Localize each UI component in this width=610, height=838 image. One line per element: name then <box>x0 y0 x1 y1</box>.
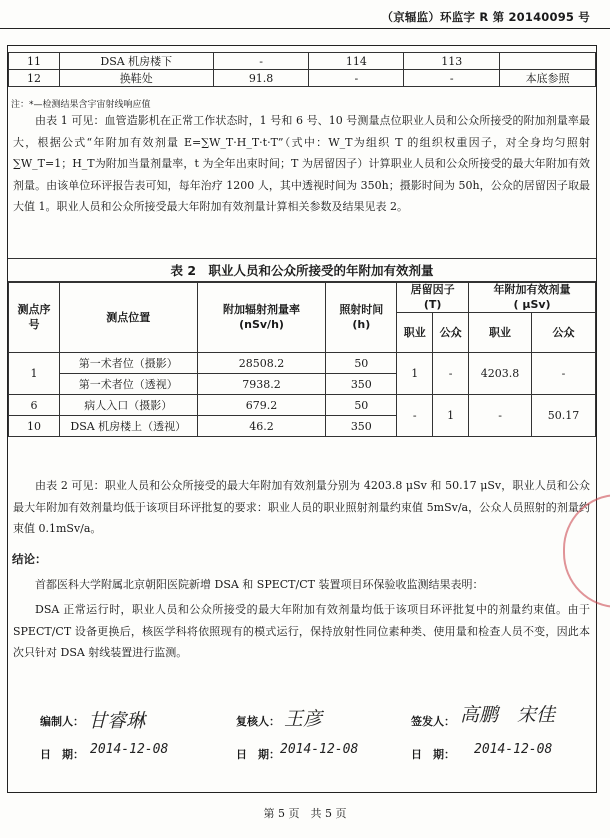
table-header-row <box>9 282 596 313</box>
time-cell: 50 <box>326 353 397 374</box>
dose-public-cell: - <box>532 353 596 395</box>
table-cell: 本底参照 <box>500 70 596 87</box>
position-cell: 病人入口（摄影） <box>59 395 197 416</box>
occ-worker-cell: 1 <box>397 353 433 395</box>
report-frame <box>7 45 597 793</box>
point-no-cell: 6 <box>9 395 60 416</box>
header-occupancy-label: 居留因子 <box>410 283 455 296</box>
date-label-2: 日 期： <box>236 748 280 761</box>
table-row <box>9 70 596 87</box>
table-row <box>9 395 596 416</box>
point-no-cell: 1 <box>9 353 60 395</box>
table-note: 注：*—检测结果含宇宙射线响应值 <box>11 100 151 110</box>
date-label-1: 日 期： <box>40 748 84 761</box>
annual-dose-table <box>8 281 596 437</box>
analysis-paragraph: 由表 1 可见：血管造影机在正常工作状态时，1 号和 6 号、10 号测量点位职业人员和公众所接受的附加剂量率最大，根据公式“年附加有效剂量 E=∑W_T·H_T·t·T”（式中：W_T为组织 T 的组织权重因子，对全身均匀照射∑W_T=1；H_T为附加当量剂量率，t 为全年出束时间；T 为居留因子）计算职业人员和公众所接受的最大年附加有效剂量。由该单位环评报告表可知，每年治疗 1200 人，其中透视时间为 350h；摄影时间为 50h，公众的居留因子取最大值 1。职业人员和公众所接受最大年附加有效剂量计算相关参数及结果见表 2。 <box>13 114 590 213</box>
page-footer: 第 5 页 共 5 页 <box>263 807 347 820</box>
time-cell: 50 <box>326 395 397 416</box>
header-dose-worker: 职业 <box>469 313 532 353</box>
header-position: 测点位置 <box>59 282 197 353</box>
dose-rate-cell: 46.2 <box>197 416 326 437</box>
header-time <box>326 282 397 353</box>
reviewer-signature: 王彦 <box>284 708 323 730</box>
header-point-no: 测点序号 <box>9 282 60 353</box>
issuer-label: 签发人： <box>411 715 455 728</box>
result-paragraph: 由表 2 可见：职业人员和公众所接受的最大年附加有效剂量分别为 4203.8 μSv 和 50.17 μSv，职业人员和公众最大年附加有效剂量均低于该项目环评批复的要求：职业人员的职业照射剂量约束值 5mSv/a，公众人员照射的剂量约束值 0.1mSv/a。 <box>13 479 590 535</box>
position-cell: 第一术者位（透视） <box>59 374 197 395</box>
table2-title: 表 2 职业人员和公众所接受的年附加有效剂量 <box>8 258 596 283</box>
header-dose-rate-label: 附加辐射剂量率 <box>223 303 300 316</box>
header-annual-dose-label: 年附加有效剂量 <box>493 283 571 296</box>
header-time-label: 照射时间 <box>339 303 384 316</box>
dose-rate-cell: 679.2 <box>197 395 326 416</box>
header-rule <box>0 28 610 29</box>
table-cell: - <box>404 70 500 87</box>
conclusion-paragraph-1: 首都医科大学附属北京朝阳医院新增 DSA 和 SPECT/CT 装置项目环保验收监测结果表明： <box>35 578 484 591</box>
header-occ-worker: 职业 <box>397 313 433 353</box>
date-3: 2014-12-08 <box>474 742 553 757</box>
point-no-cell: 10 <box>9 416 60 437</box>
table-cell: 91.8 <box>213 70 309 87</box>
conclusion-heading: 结论： <box>12 552 47 566</box>
header-occupancy <box>397 282 469 313</box>
header-annual-dose-unit: ( μSv) <box>513 298 551 311</box>
position-cell: DSA 机房楼上（透视） <box>59 416 197 437</box>
conclusion-paragraph-2: DSA 正常运行时，职业人员和公众所接受的最大年附加有效剂量均低于该项目环评批复中的剂量约束值。由于 SPECT/CT 设备更换后，核医学科将依照现有的模式运行，保持放射性同位素种类、使用量和检查人员不变，因此本次只针对 DSA 射线装置进行监测。 <box>13 603 590 659</box>
table-cell: 11 <box>9 53 60 70</box>
dose-public-cell: 50.17 <box>532 395 596 437</box>
occ-public-cell: 1 <box>433 395 469 437</box>
table-row <box>9 53 596 70</box>
dose-worker-cell: 4203.8 <box>469 353 532 395</box>
dose-rate-cell: 28508.2 <box>197 353 326 374</box>
issuer-signature: 高鹏 宋佳 <box>460 704 556 726</box>
time-cell: 350 <box>326 374 397 395</box>
header-time-unit: (h) <box>352 318 371 331</box>
document-number: （京辐监）环监字 R 第 20140095 号 <box>381 10 590 24</box>
header-dose-rate <box>197 282 326 353</box>
header-occ-public: 公众 <box>433 313 469 353</box>
date-1: 2014-12-08 <box>90 742 169 757</box>
position-cell: 第一术者位（摄影） <box>59 353 197 374</box>
dose-rate-cell: 7938.2 <box>197 374 326 395</box>
header-annual-dose <box>469 282 596 313</box>
table-cell: - <box>309 70 404 87</box>
table-cell: 12 <box>9 70 60 87</box>
header-dose-public: 公众 <box>532 313 596 353</box>
date-2: 2014-12-08 <box>280 742 359 757</box>
table-cell: 换鞋处 <box>59 70 213 87</box>
dose-worker-cell: - <box>469 395 532 437</box>
occ-worker-cell: - <box>397 395 433 437</box>
table-cell: DSA 机房楼下 <box>59 53 213 70</box>
monitoring-table-continuation <box>8 52 596 87</box>
date-label-3: 日 期： <box>411 748 455 761</box>
reviewer-label: 复核人： <box>236 715 280 728</box>
table-cell: - <box>213 53 309 70</box>
header-dose-rate-unit: (nSv/h) <box>239 318 284 331</box>
table-cell <box>500 53 596 70</box>
compiler-signature: 甘睿琳 <box>88 710 146 732</box>
table-cell: 114 <box>309 53 404 70</box>
table-row <box>9 353 596 374</box>
compiler-label: 编制人： <box>40 715 84 728</box>
time-cell: 350 <box>326 416 397 437</box>
occ-public-cell: - <box>433 353 469 395</box>
table-cell: 113 <box>404 53 500 70</box>
header-occupancy-unit: (T) <box>423 298 442 311</box>
